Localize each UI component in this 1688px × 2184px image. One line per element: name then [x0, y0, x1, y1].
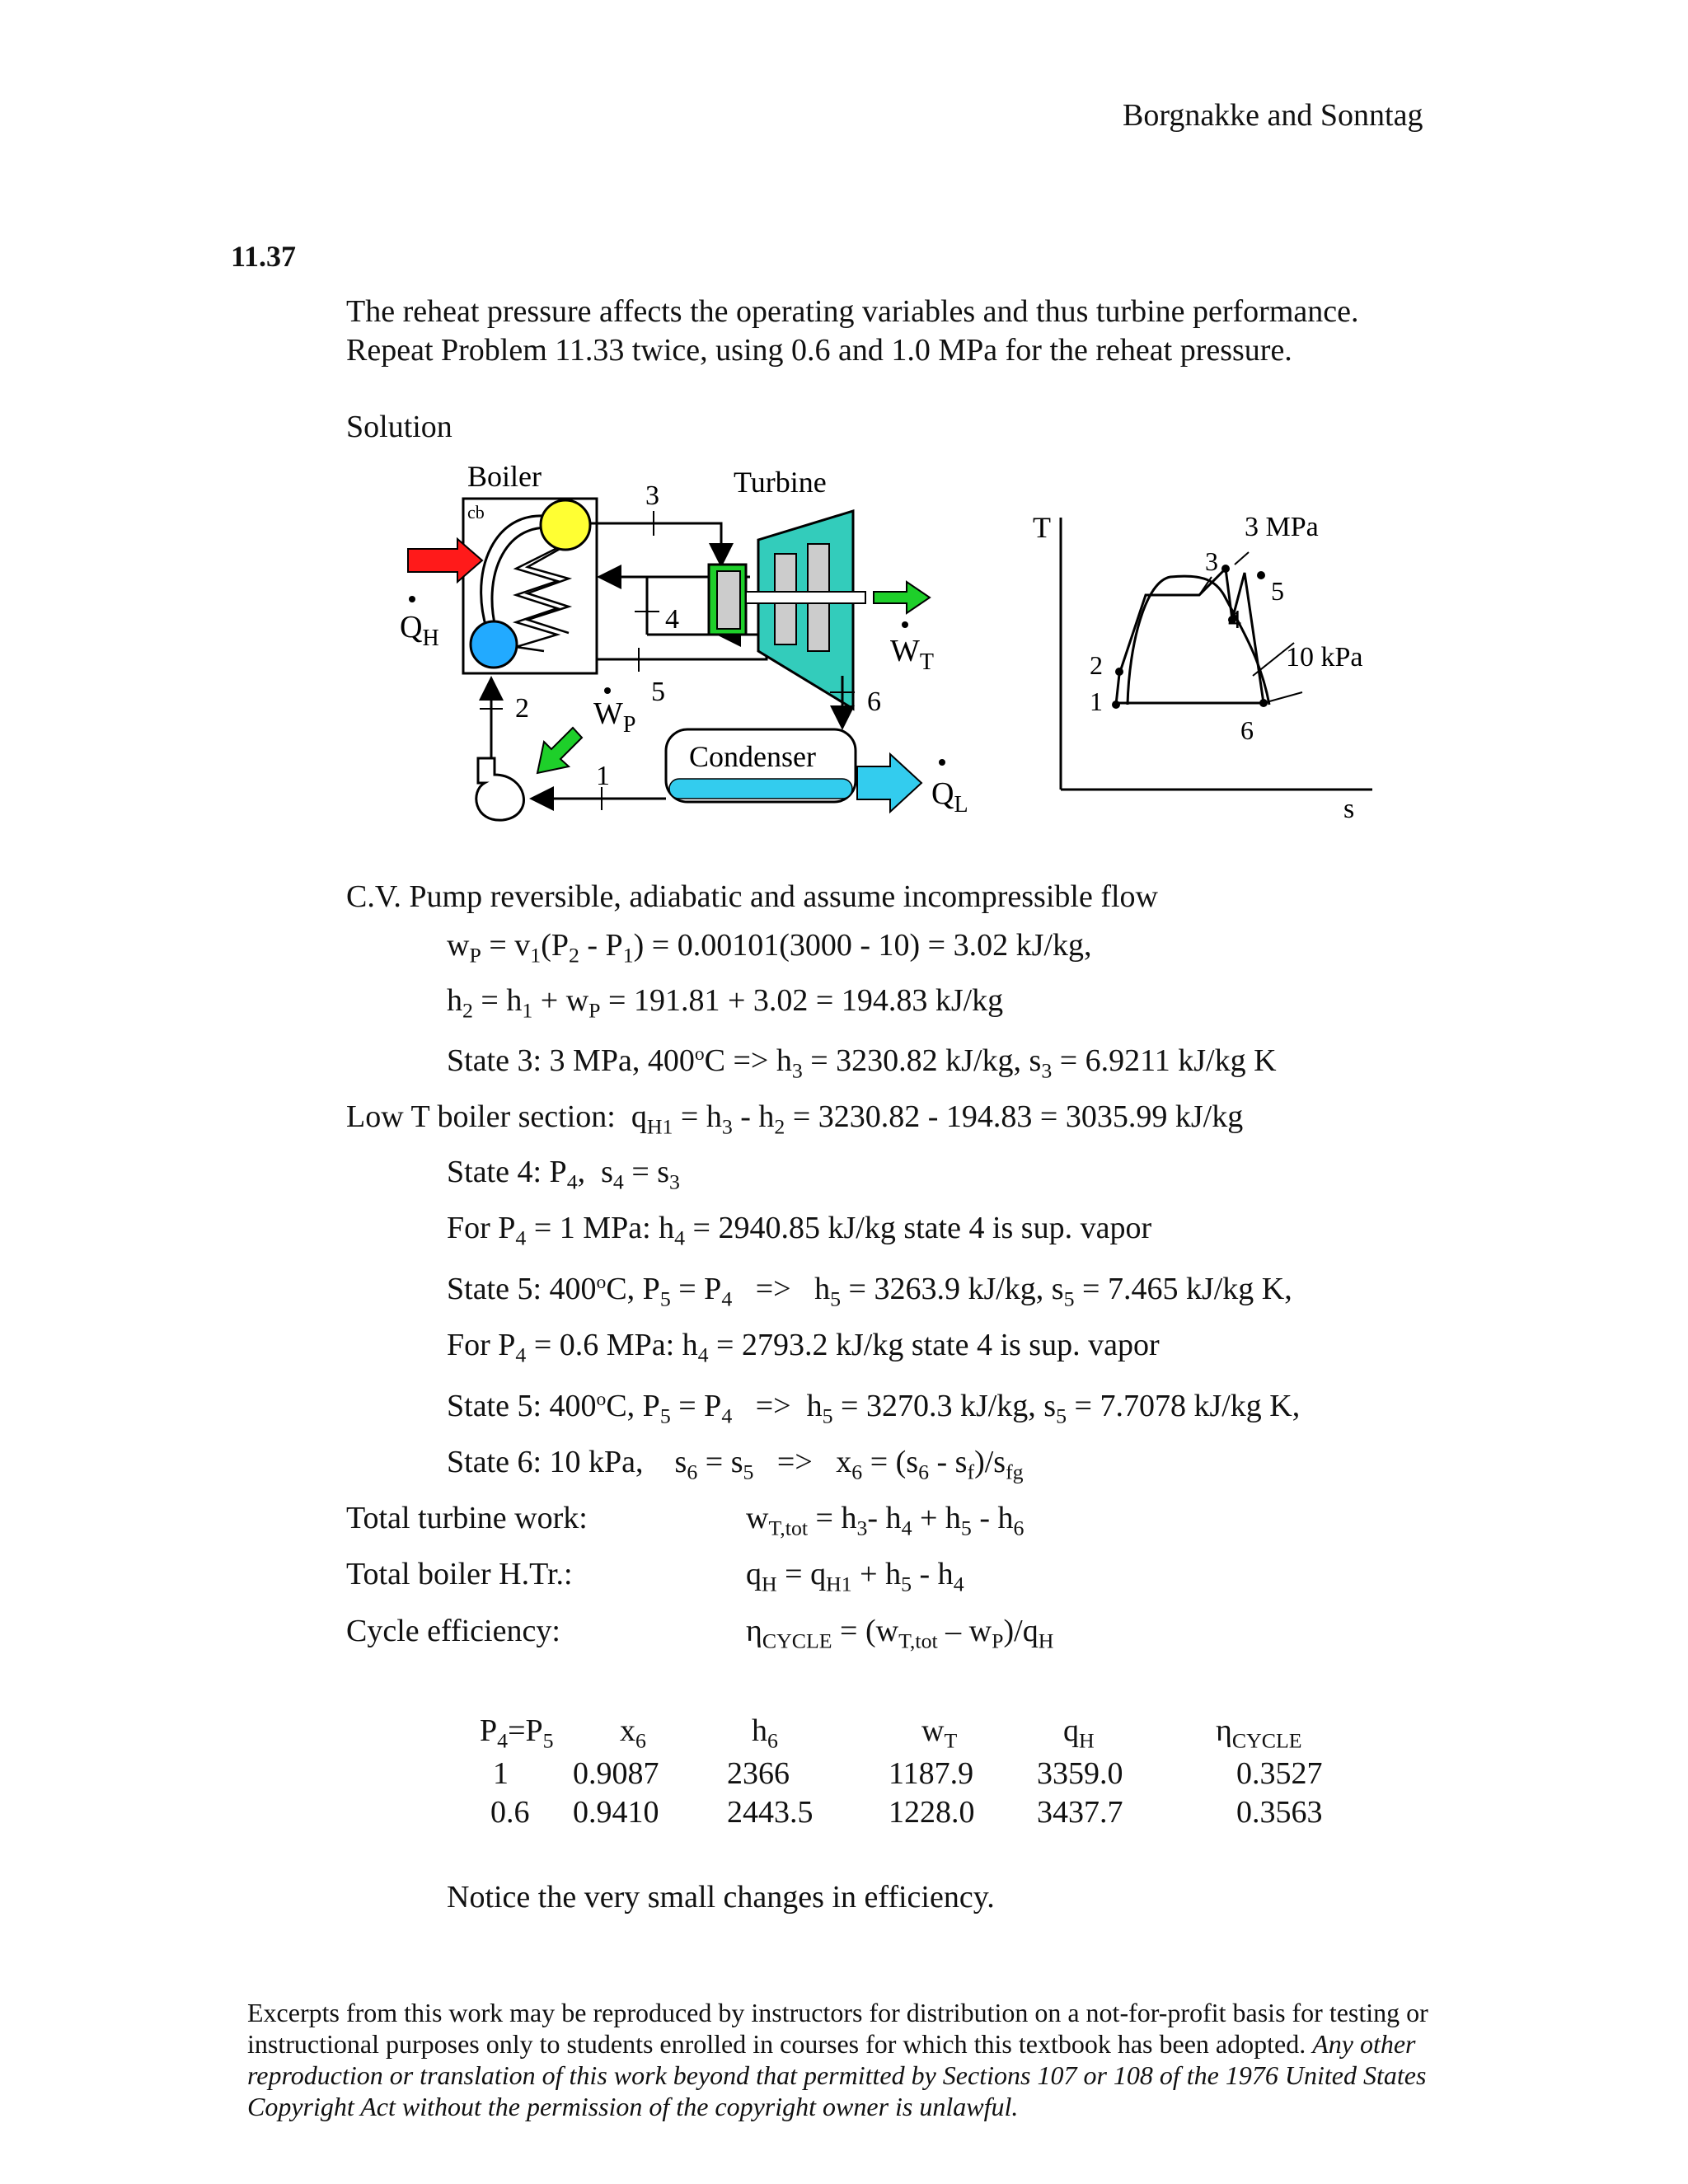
ts-point-2: 2 [1090, 650, 1103, 680]
condenser-label: Condenser [689, 740, 816, 773]
copyright-footer [247, 1997, 1451, 2122]
low-t-boiler-line: Low T boiler section: $q_{H1} = h_3 - h_2 = 3230.82 - 194.83 = 3035.99$ kJ/kg [346, 1099, 1244, 1139]
t-axis-label: T [1033, 511, 1051, 544]
wp-label: $W_P$ [593, 696, 636, 738]
pump [476, 758, 524, 820]
col-header-p4p5: $P_4=P_5$ [480, 1713, 554, 1753]
ql-label: $Q_L$ [931, 776, 968, 818]
turbine-body [758, 511, 853, 709]
work-out-arrow [874, 582, 930, 613]
row1-x6: 0.9087 [573, 1756, 659, 1791]
problem-statement-line1: The reheat pressure affects the operating variables and thus turbine performance. [346, 294, 1359, 329]
row2-h6: 2443.5 [727, 1795, 814, 1830]
s-axis-label: s [1343, 794, 1355, 824]
col-header-h6: $h_6$ [752, 1713, 778, 1753]
row2-p: 0.6 [490, 1795, 530, 1830]
steam-drum [541, 500, 590, 550]
state-1-label: 1 [596, 761, 610, 791]
row1-eta: 0.3527 [1236, 1756, 1323, 1791]
row1-h6: 2366 [727, 1756, 790, 1791]
mud-drum [471, 621, 517, 668]
header-authors: Borgnakke and Sonntag [1123, 98, 1423, 133]
p4-06mpa-line: For $P_4 = 0.6$ MPa: $h_4 = 2793.2$ kJ/kg state 4 is sup. vapor [447, 1328, 1160, 1367]
ts-point-4: 4 [1228, 604, 1241, 634]
turbine-label: Turbine [734, 466, 827, 499]
row2-wt: 1228.0 [889, 1795, 975, 1830]
col-header-eta: $\eta_{CYCLE}$ [1216, 1713, 1302, 1753]
state-5-label: 5 [651, 677, 665, 707]
total-boiler-label: Total boiler H.Tr.: [346, 1557, 573, 1591]
state-6-label: 6 [867, 687, 881, 717]
cb-label: cb [467, 502, 485, 523]
footer-normal: Excerpts from this work may be reproduced by instructors for distribution on a not-for-profit basis for testing or instructional purposes only to students enrolled in courses for which this textbook has been adopted. [247, 1998, 1428, 2059]
pump-work-equation: $w_P = v_1(P_2 - P_1) = 0.00101(3000 - 10) = 3.02$ kJ/kg, [447, 928, 1092, 968]
ts-point-6: 6 [1240, 715, 1254, 745]
high-pressure-label: 3 MPa [1245, 512, 1319, 542]
qh-label: $Q_H$ [400, 610, 439, 651]
col-header-qh: $q_H$ [1063, 1713, 1095, 1753]
heat-out-arrow [857, 754, 921, 812]
total-turbine-work-equation: $w_{T,tot} = h_3-$ $h_4 + h_5 - h_6$ [746, 1501, 1025, 1540]
problem-statement-line2: Repeat Problem 11.33 twice, using 0.6 and 1.0 MPa for the reheat pressure. [346, 333, 1292, 368]
row1-wt: 1187.9 [889, 1756, 974, 1791]
row2-qh: 3437.7 [1037, 1795, 1123, 1830]
solution-label: Solution [346, 410, 452, 444]
total-turbine-work-label: Total turbine work: [346, 1501, 588, 1535]
p4-1mpa-line: For $P_4 = 1$ MPa: $h_4 = 2940.85$ kJ/kg state 4 is sup. vapor [447, 1211, 1152, 1250]
ts-point-3: 3 [1205, 546, 1218, 576]
row2-eta: 0.3563 [1236, 1795, 1323, 1830]
col-header-x6: $x_6$ [620, 1713, 646, 1753]
state-2-label: 2 [515, 693, 529, 724]
control-volume-text: C.V. Pump reversible, adiabatic and assume incompressible flow [346, 879, 1158, 914]
state-3-label: 3 [645, 480, 659, 511]
low-pressure-label: 10 kPa [1286, 642, 1363, 673]
cycle-efficiency-label: Cycle efficiency: [346, 1614, 560, 1648]
ts-point-5: 5 [1271, 576, 1284, 606]
total-boiler-equation: $q_H = q_{H1} + h_5 - h_4$ [746, 1557, 964, 1596]
boiler-label: Boiler [467, 460, 542, 493]
footer-italic: Any other reproduction or translation of this work beyond that permitted by Sections 107 or 108 of the 1976 United States Copyright Act without the permission of the copyright owner is unlawful. [247, 2029, 1427, 2121]
state-5a-line: State 5: 400$^o$C, $P_5 = P_4 => h_5 = 3263.9$ kJ/kg, $s_5 = 7.465$ kJ/kg K, [447, 1272, 1292, 1311]
pump-work-arrow [537, 728, 582, 773]
ts-point-1: 1 [1090, 687, 1103, 716]
ts-diagram [1022, 503, 1401, 828]
h2-equation: $h_2 = h_1 + w_P = 191.81 + 3.02 = 194.83$ kJ/kg [447, 983, 1004, 1023]
problem-number: 11.37 [231, 240, 297, 273]
cycle-efficiency-equation: $\eta_{CYCLE} = (w_{T,tot} - w_P)/q_H$ [746, 1614, 1054, 1653]
note-text: Notice the very small changes in efficiency. [447, 1880, 995, 1915]
state-3-line: State 3: 3 MPa, $400^oC => h_3 = 3230.82$ kJ/kg, $s_3 = 6.9211$ kJ/kg K [447, 1043, 1277, 1083]
row2-x6: 0.9410 [573, 1795, 659, 1830]
wt-label: $W_T$ [890, 634, 934, 675]
heat-in-arrow [408, 539, 482, 582]
state-4-line: State 4: $P_4$, $s_4 = s_3$ [447, 1155, 680, 1194]
row1-p: 1 [493, 1756, 509, 1791]
col-header-wt: $w_T$ [921, 1713, 958, 1753]
state-5b-line: State 5: 400$^o$C, $P_5 = P_4 => h_5 = 3270.3$ kJ/kg, $s_5 = 7.7078$ kJ/kg K, [447, 1389, 1301, 1428]
row1-qh: 3359.0 [1037, 1756, 1123, 1791]
cycle-schematic [387, 457, 981, 837]
state-6-line: State 6: 10 kPa, $s_6 = s_5 => x_6 = (s_6 - s_f)/s_{fg}$ [447, 1445, 1024, 1484]
state-4-label: 4 [665, 604, 679, 635]
